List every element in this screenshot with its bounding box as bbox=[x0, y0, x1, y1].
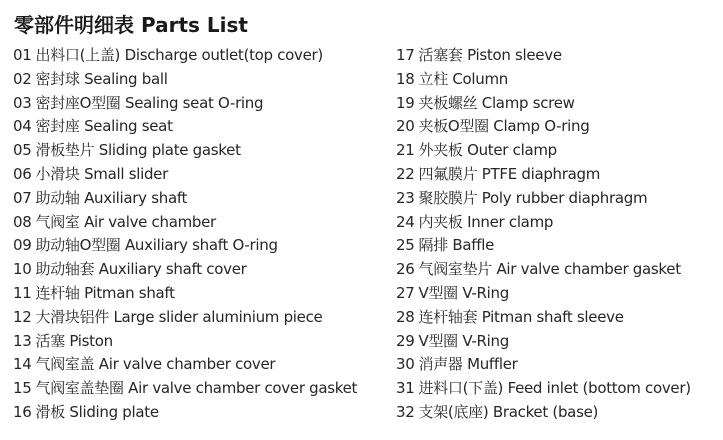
part-item bbox=[396, 163, 718, 187]
part-item bbox=[396, 353, 718, 377]
part-item bbox=[13, 353, 391, 377]
part-name: 立柱 Column bbox=[418, 69, 509, 88]
part-item bbox=[13, 68, 391, 92]
part-name: V型圈 V-Ring bbox=[418, 331, 509, 350]
part-name: 大滑块铝件 Large slider aluminium piece bbox=[35, 307, 323, 326]
part-number: 27 bbox=[396, 283, 415, 302]
part-item bbox=[13, 377, 391, 401]
part-name: 密封座 Sealing seat bbox=[35, 117, 173, 136]
part-number: 30 bbox=[396, 355, 415, 374]
part-name: 小滑块 Small slider bbox=[35, 164, 168, 183]
part-item bbox=[13, 211, 391, 235]
part-name: 密封座O型圈 Sealing seat O-ring bbox=[35, 93, 264, 112]
part-number: 04 bbox=[13, 117, 32, 136]
part-name: 活塞套 Piston sleeve bbox=[418, 46, 562, 64]
part-item bbox=[396, 234, 718, 258]
part-number: 17 bbox=[396, 46, 415, 64]
part-number: 32 bbox=[396, 402, 415, 421]
part-item bbox=[13, 115, 391, 139]
part-item bbox=[13, 258, 391, 282]
part-item bbox=[396, 330, 718, 354]
part-number: 03 bbox=[13, 93, 32, 112]
part-name: 连杆轴套 Pitman shaft sleeve bbox=[418, 307, 624, 326]
part-number: 20 bbox=[396, 117, 415, 136]
part-number: 29 bbox=[396, 331, 415, 350]
part-number: 19 bbox=[396, 93, 415, 112]
part-number: 13 bbox=[13, 331, 32, 350]
part-name: 隔排 Baffle bbox=[418, 236, 495, 255]
part-number: 12 bbox=[13, 307, 32, 326]
part-number: 26 bbox=[396, 260, 415, 279]
part-name: 气阀室垫片 Air valve chamber gasket bbox=[418, 260, 681, 279]
part-name: 夹板O型圈 Clamp O-ring bbox=[418, 117, 590, 136]
part-item bbox=[13, 306, 391, 330]
part-item bbox=[13, 401, 391, 425]
part-item bbox=[13, 44, 391, 68]
part-number: 14 bbox=[13, 355, 32, 374]
part-name: 聚胶膜片 Poly rubber diaphragm bbox=[418, 188, 648, 207]
part-number: 10 bbox=[13, 260, 32, 279]
part-number: 18 bbox=[396, 69, 415, 88]
part-item bbox=[396, 211, 718, 235]
part-item bbox=[13, 234, 391, 258]
part-number: 11 bbox=[13, 283, 32, 302]
part-name: 滑板 Sliding plate bbox=[35, 402, 159, 421]
part-number: 22 bbox=[396, 164, 415, 183]
part-item bbox=[396, 377, 718, 401]
part-name: 密封球 Sealing ball bbox=[35, 69, 168, 88]
part-number: 05 bbox=[13, 141, 32, 160]
part-number: 02 bbox=[13, 69, 32, 88]
part-item bbox=[396, 401, 718, 425]
part-item bbox=[396, 68, 718, 92]
part-number: 25 bbox=[396, 236, 415, 255]
part-name: 气阀室盖 Air valve chamber cover bbox=[35, 355, 276, 374]
page-title: 零部件明细表 Parts List bbox=[14, 13, 248, 37]
part-name: 助动轴套 Auxiliary shaft cover bbox=[35, 260, 247, 279]
part-number: 24 bbox=[396, 212, 415, 231]
part-number: 09 bbox=[13, 236, 32, 255]
part-number: 08 bbox=[13, 212, 32, 231]
part-item bbox=[396, 258, 718, 282]
part-item bbox=[13, 92, 391, 116]
part-item bbox=[396, 306, 718, 330]
part-item bbox=[13, 139, 391, 163]
part-name: 气阀室 Air valve chamber bbox=[35, 212, 216, 231]
part-name: 活塞 Piston bbox=[35, 331, 113, 350]
part-name: 进料口(下盖) Feed inlet (bottom cover) bbox=[418, 379, 691, 398]
part-name: V型圈 V-Ring bbox=[418, 283, 509, 302]
part-name: 出料口(上盖) Discharge outlet(top cover) bbox=[35, 46, 323, 64]
part-name: 连杆轴 Pitman shaft bbox=[35, 283, 175, 302]
part-name: 外夹板 Outer clamp bbox=[418, 141, 557, 160]
part-item bbox=[396, 92, 718, 116]
part-item bbox=[13, 282, 391, 306]
part-number: 21 bbox=[396, 141, 415, 160]
part-name: 消声器 Muffler bbox=[418, 355, 518, 374]
part-number: 07 bbox=[13, 188, 32, 207]
parts-list-left-column bbox=[13, 44, 391, 425]
part-item bbox=[13, 330, 391, 354]
part-number: 06 bbox=[13, 164, 32, 183]
part-number: 23 bbox=[396, 188, 415, 207]
part-name: 内夹板 Inner clamp bbox=[418, 212, 554, 231]
part-name: 滑板垫片 Sliding plate gasket bbox=[35, 141, 241, 160]
part-name: 夹板螺丝 Clamp screw bbox=[418, 93, 575, 112]
part-name: 助动轴O型圈 Auxiliary shaft O-ring bbox=[35, 236, 278, 255]
part-item bbox=[396, 115, 718, 139]
part-item bbox=[396, 44, 718, 68]
part-name: 气阀室盖垫圈 Air valve chamber cover gasket bbox=[35, 379, 358, 398]
part-item bbox=[396, 187, 718, 211]
part-item bbox=[396, 282, 718, 306]
part-item bbox=[13, 187, 391, 211]
part-item bbox=[396, 139, 718, 163]
part-number: 28 bbox=[396, 307, 415, 326]
part-number: 01 bbox=[13, 46, 32, 64]
part-number: 31 bbox=[396, 379, 415, 398]
part-item bbox=[13, 163, 391, 187]
parts-list-right-column bbox=[396, 44, 718, 425]
part-name: 四氟膜片 PTFE diaphragm bbox=[418, 164, 601, 183]
part-number: 16 bbox=[13, 402, 32, 421]
part-number: 15 bbox=[13, 379, 32, 398]
part-name: 支架(底座) Bracket (base) bbox=[418, 402, 599, 421]
part-name: 助动轴 Auxiliary shaft bbox=[35, 188, 188, 207]
